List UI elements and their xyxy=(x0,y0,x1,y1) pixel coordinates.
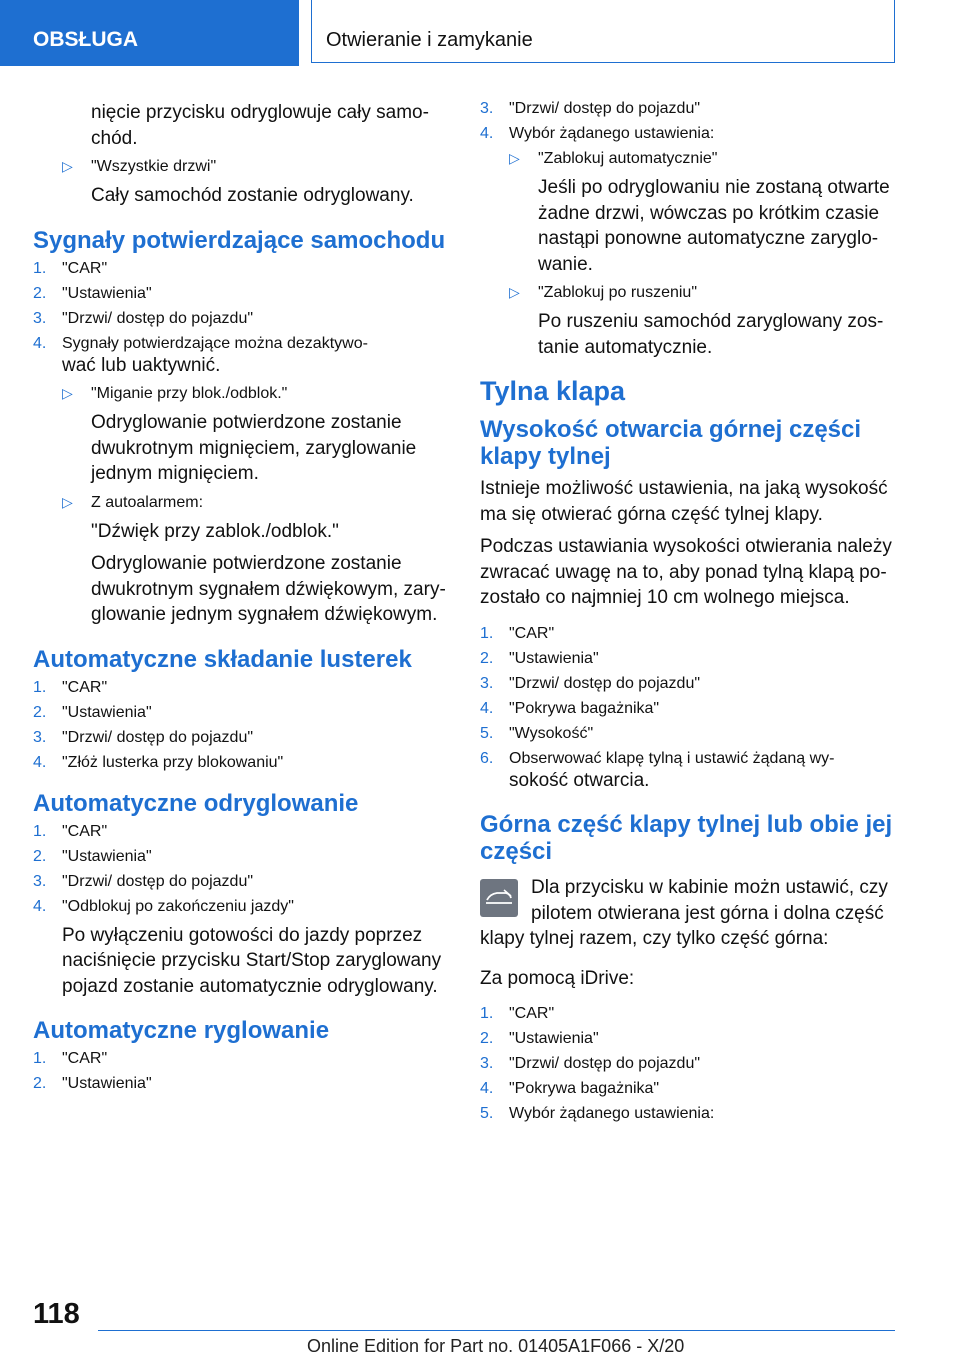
list-item: 3. "Drzwi/ dostęp do pojazdu" xyxy=(33,728,254,746)
bullet-description: jednym mignięciem. xyxy=(91,463,259,484)
bullet-description: Odryglowanie potwierdzone zostanie xyxy=(91,412,402,433)
bullet-description: wanie. xyxy=(538,253,593,275)
list-item: 4. "Pokrywa bagażnika" xyxy=(480,699,660,717)
list-item: 3. "Drzwi/ dostęp do pojazdu" xyxy=(480,100,701,117)
list-item: 2. "Ustawienia" xyxy=(480,649,599,667)
tailgate-button-icon xyxy=(480,879,518,917)
bullet-item: ▷ "Wszystkie drzwi" xyxy=(62,158,217,175)
continued-text: nięcie przycisku odryglowuje cały samo- xyxy=(91,102,429,123)
list-item-description: naciśnięcie przycisku Start/Stop zaryglowany xyxy=(62,950,442,971)
list-item: 3. "Drzwi/ dostęp do pojazdu" xyxy=(33,309,254,327)
list-item: 1. "CAR" xyxy=(33,822,108,840)
list-item: 2. "Ustawienia" xyxy=(33,1075,152,1092)
heading-tailgate: Tylna klapa xyxy=(480,376,626,406)
paragraph: Dla przycisku w kabinie możn ustawić, czy xyxy=(531,877,888,898)
list-item: 1. "CAR" xyxy=(33,259,108,277)
list-item: 4. Wybór żądanego ustawienia: xyxy=(480,125,715,142)
bullet-description: dwukrotnym sygnałem dźwiękowym, zary- xyxy=(91,578,446,600)
page-number: 118 xyxy=(33,1298,80,1330)
bullet-description: Po ruszeniu samochód zaryglowany zos- xyxy=(538,311,884,332)
paragraph: ma się otwierać górna część tylnej klapy. xyxy=(480,503,823,525)
bullet-item: ▷ "Zablokuj po ruszeniu" xyxy=(509,284,697,301)
icon-paragraph xyxy=(480,875,898,952)
list-item-description: Po wyłączeniu gotowości do jazdy poprzez xyxy=(62,924,423,946)
paragraph: zwracać uwagę na to, aby ponad tylną klapą po- xyxy=(480,561,887,583)
paragraph: Podczas ustawiania wysokości otwierania należy xyxy=(480,536,892,557)
heading-auto-lock: Automatyczne ryglowanie xyxy=(33,1017,330,1044)
paragraph: klapy tylnej razem, czy tylko część górna: xyxy=(480,928,829,949)
list-item: 1. "CAR" xyxy=(480,624,555,642)
bullet-description: żadne drzwi, wówczas po krótkim czasie xyxy=(538,202,880,224)
bullet-subitem: "Dźwięk przy zablok./odblok." xyxy=(91,520,339,542)
bullet-item: ▷ Z autoalarmem: xyxy=(62,493,204,511)
heading-opening-height: Wysokość otwarcia górnej części klapy tylnej xyxy=(480,416,862,470)
list-item: 4. "Odblokuj po zakończeniu jazdy" xyxy=(33,897,294,915)
list-item-continued: sokość otwarcia. xyxy=(509,769,650,791)
continued-text: chód. xyxy=(91,127,138,149)
paragraph: Istnieje możliwość ustawienia, na jaką wysokość xyxy=(480,478,888,499)
right-column xyxy=(480,100,898,1123)
chapter-title: Otwieranie i zamykanie xyxy=(311,0,895,63)
bullet-description: Cały samochód zostanie odryglowany. xyxy=(91,185,414,206)
list-item: 1. "CAR" xyxy=(33,1050,108,1067)
bullet-description: nastąpi ponowne automatyczne zaryglo- xyxy=(538,228,879,249)
list-item: 5. "Wysokość" xyxy=(480,724,594,742)
list-item: 1. "CAR" xyxy=(33,678,108,696)
list-item: 4. "Pokrywa bagażnika" xyxy=(480,1080,660,1097)
list-item: 6. Obserwować klapę tylną i ustawić żądaną wy- xyxy=(480,749,835,767)
page-header xyxy=(0,0,960,66)
bullet-item: ▷ "Miganie przy blok./odblok." xyxy=(62,385,288,402)
list-item: 5. Wybór żądanego ustawienia: xyxy=(480,1105,715,1122)
bullet-description: Jeśli po odryglowaniu nie zostaną otwarte xyxy=(538,177,890,198)
bullet-description: Odryglowanie potwierdzone zostanie xyxy=(91,553,402,574)
paragraph: Za pomocą iDrive: xyxy=(480,967,635,989)
footer-divider xyxy=(98,1330,895,1331)
list-item: 3. "Drzwi/ dostęp do pojazdu" xyxy=(480,674,701,692)
bullet-item: ▷ "Zablokuj automatycznie" xyxy=(509,150,718,167)
triangle-bullet-icon: ▷ xyxy=(62,158,73,174)
list-item: 2. "Ustawienia" xyxy=(33,284,152,302)
left-column xyxy=(33,100,451,1093)
list-item: 3. "Drzwi/ dostęp do pojazdu" xyxy=(33,872,254,890)
paragraph: zostało co najmniej 10 cm wolnego miejsca. xyxy=(480,587,850,608)
triangle-bullet-icon: ▷ xyxy=(62,385,73,401)
bullet-description: dwukrotnym mignięciem, zaryglowanie xyxy=(91,437,417,459)
section-tab: OBSŁUGA xyxy=(0,0,299,66)
list-item-continued: wać lub uaktywnić. xyxy=(62,354,221,376)
triangle-bullet-icon: ▷ xyxy=(509,150,520,166)
heading-auto-unlock: Automatyczne odryglowanie xyxy=(33,789,359,817)
bullet-description: tanie automatycznie. xyxy=(538,336,713,358)
list-item: 4. "Złóż lusterka przy blokowaniu" xyxy=(33,753,284,771)
heading-mirrors: Automatyczne składanie lusterek xyxy=(33,645,412,673)
heading-signals: Sygnały potwierdzające samochodu xyxy=(33,226,446,254)
footer-edition: Online Edition for Part no. 01405A1F066 - X/20 xyxy=(307,1336,685,1356)
triangle-bullet-icon: ▷ xyxy=(509,284,520,300)
list-item: 2. "Ustawienia" xyxy=(33,703,152,721)
list-item-description: pojazd zostanie automatycznie odryglowany. xyxy=(62,975,438,997)
heading-upper-part: Górna część klapy tylnej lub obie jej części xyxy=(480,811,893,865)
triangle-bullet-icon: ▷ xyxy=(62,493,73,510)
list-item: 4. Sygnały potwierdzające można dezaktywo- xyxy=(33,334,368,352)
paragraph: pilotem otwierana jest górna i dolna część xyxy=(531,902,884,924)
list-item: 1. "CAR" xyxy=(480,1005,555,1022)
list-item: 2. "Ustawienia" xyxy=(480,1030,599,1047)
list-item: 2. "Ustawienia" xyxy=(33,847,152,865)
list-item: 3. "Drzwi/ dostęp do pojazdu" xyxy=(480,1055,701,1072)
bullet-description: glowanie jednym sygnałem dźwiękowym. xyxy=(91,604,438,625)
